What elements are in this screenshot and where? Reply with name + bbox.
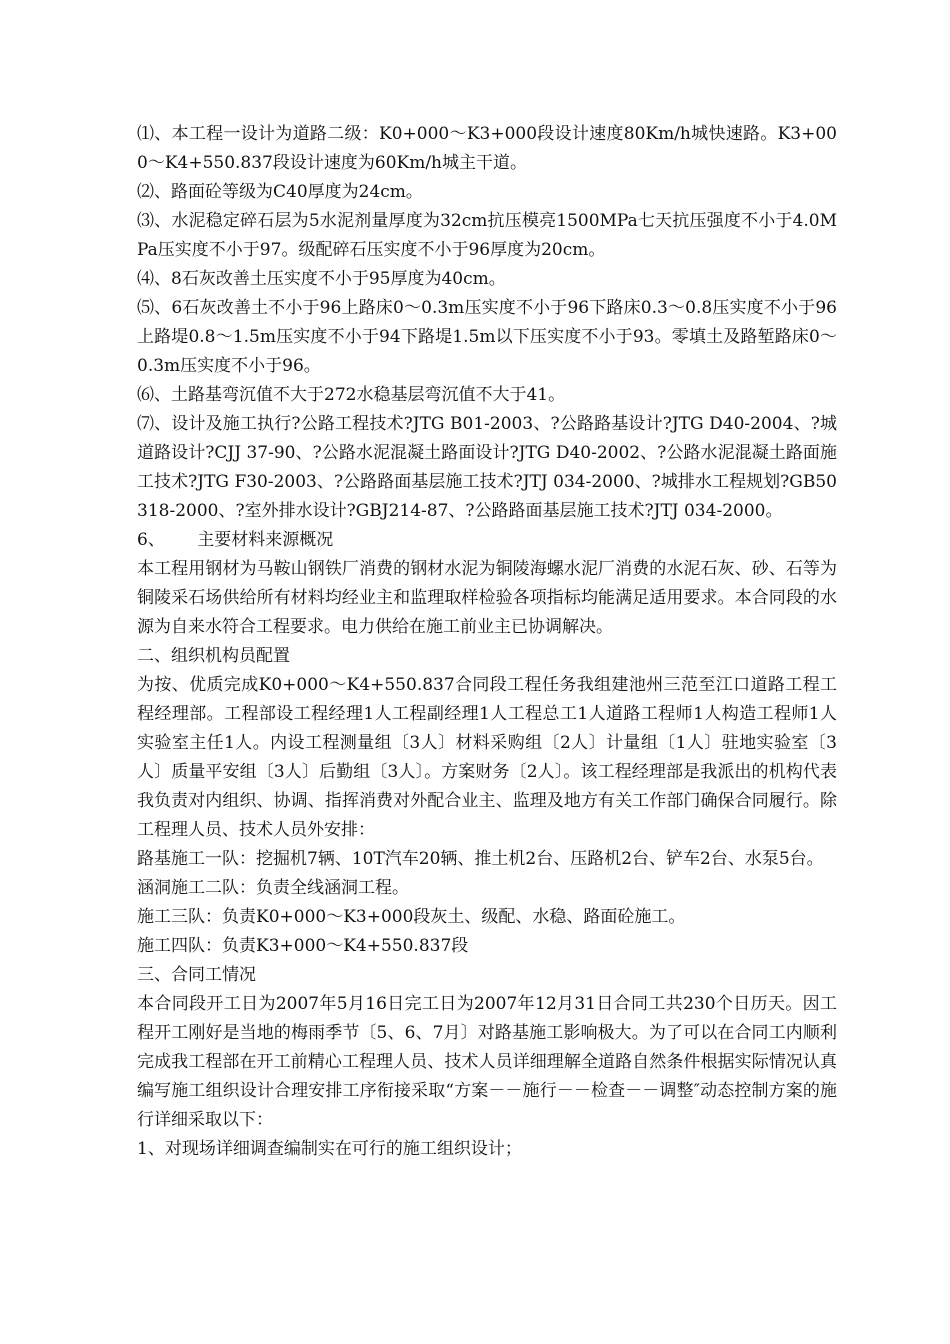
paragraph-concrete-grade: ⑵、路面砼等级为C40厚度为24cm。 (137, 182, 423, 202)
paragraph-materials: 本工程用钢材为马鞍山钢铁厂消费的钢材水泥为铜陵海螺水泥厂消费的水泥石灰、砂、石等为铜陵采石场供给所有材料均经业主和监理取样检验各项指标均能满足适用要求。本合同段的水源为自来水符合工程要求。电力供给在施工前业主已协调解决。 (137, 559, 837, 637)
paragraph-contract-period: 本合同段开工日为2007年5月16日完工日为2007年12月31日合同工共230个日历天。因工程开工刚好是当地的梅雨季节〔5、6、7月〕对路基施工影响极大。为了可以在合同工内顺利完成我工程部在开工前精心工程理人员、技术人员详细理解全道路自然条件根据实际情况认真编写施工组织设计合理安排工序衔接采取“方案－－施行－－检查－－调整″动态控制方案的施行详细采取以下： (137, 994, 837, 1130)
paragraph-team-3: 施工三队：负责K0+000～K3+000段灰土、级配、水稳、路面砼施工。 (137, 907, 686, 927)
paragraph-design-standard: ⑴、本工程一设计为道路二级：K0+000～K3+000段设计速度80Km/h城快速路。K3+000～K4+550.837段设计速度为60Km/h城主干道。 (137, 124, 837, 173)
section-heading-organization: 二、组织机构员配置 (137, 646, 290, 666)
paragraph-standards: ⑺、设计及施工执行?公路工程技术?JTG B01-2003、?公路路基设计?JTG D40-2004、?城道路设计?CJJ 37-90、?公路水泥混凝土路面设计?JTG D40-2002、?公路水泥混凝土路面施工技术?JTG F30-2003、?公路路面基层施工技术?JTJ 034-2000、?城排水工程规划?GB50318-2000、?室外排水设计?GBJ214-87、?公路路面基层施工技术?JTJ 034-2000。 (137, 414, 837, 521)
paragraph-team-4: 施工四队：负责K3+000～K4+550.837段 (137, 936, 469, 956)
paragraph-team-1: 路基施工一队：挖掘机7辆、10T汽车20辆、推土机2台、压路机2台、铲车2台、水泵5台。 (137, 849, 824, 869)
paragraph-team-2: 涵洞施工二队：负责全线涵洞工程。 (137, 878, 409, 898)
document-body (137, 120, 837, 1164)
section-heading-contract-period: 三、合同工情况 (137, 965, 256, 985)
paragraph-deflection: ⑹、土路基弯沉值不大于272水稳基层弯沉值不大于41。 (137, 385, 566, 405)
section-heading-materials: 6、 主要材料来源概况 (137, 530, 334, 550)
paragraph-lime-soil-8: ⑷、8石灰改善土压实度不小于95厚度为40cm。 (137, 269, 506, 289)
paragraph-organization: 为按、优质完成K0+000～K4+550.837合同段工程任务我组建池州三范至江口道路工程工程经理部。工程部设工程经理1人工程副经理1人工程总工1人道路工程师1人构造工程师1人实验室主任1人。内设工程测量组〔3人〕材料采购组〔2人〕计量组〔1人〕驻地实验室〔3人〕质量平安组〔3人〕后勤组〔3人〕。方案财务〔2人〕。该工程经理部是我派出的机构代表我负责对内组织、协调、指挥消费对外配合业主、监理及地方有关工作部门确保合同履行。除工程理人员、技术人员外安排： (137, 675, 837, 840)
paragraph-lime-soil-6: ⑸、6石灰改善土不小于96上路床0～0.3m压实度不小于96下路床0.3～0.8压实度不小于96上路堤0.8～1.5m压实度不小于94下路堤1.5m以下压实度不小于93。零填土及路堑路床0～0.3m压实度不小于96。 (137, 298, 837, 376)
paragraph-measure-1: 1、对现场详细调查编制实在可行的施工组织设计； (137, 1139, 522, 1159)
paragraph-cement-stabilized-layer: ⑶、水泥稳定碎石层为5水泥剂量厚度为32cm抗压模亮1500MPa七天抗压强度不小于4.0MPa压实度不小于97。级配碎石压实度不小于96厚度为20cm。 (137, 211, 837, 260)
